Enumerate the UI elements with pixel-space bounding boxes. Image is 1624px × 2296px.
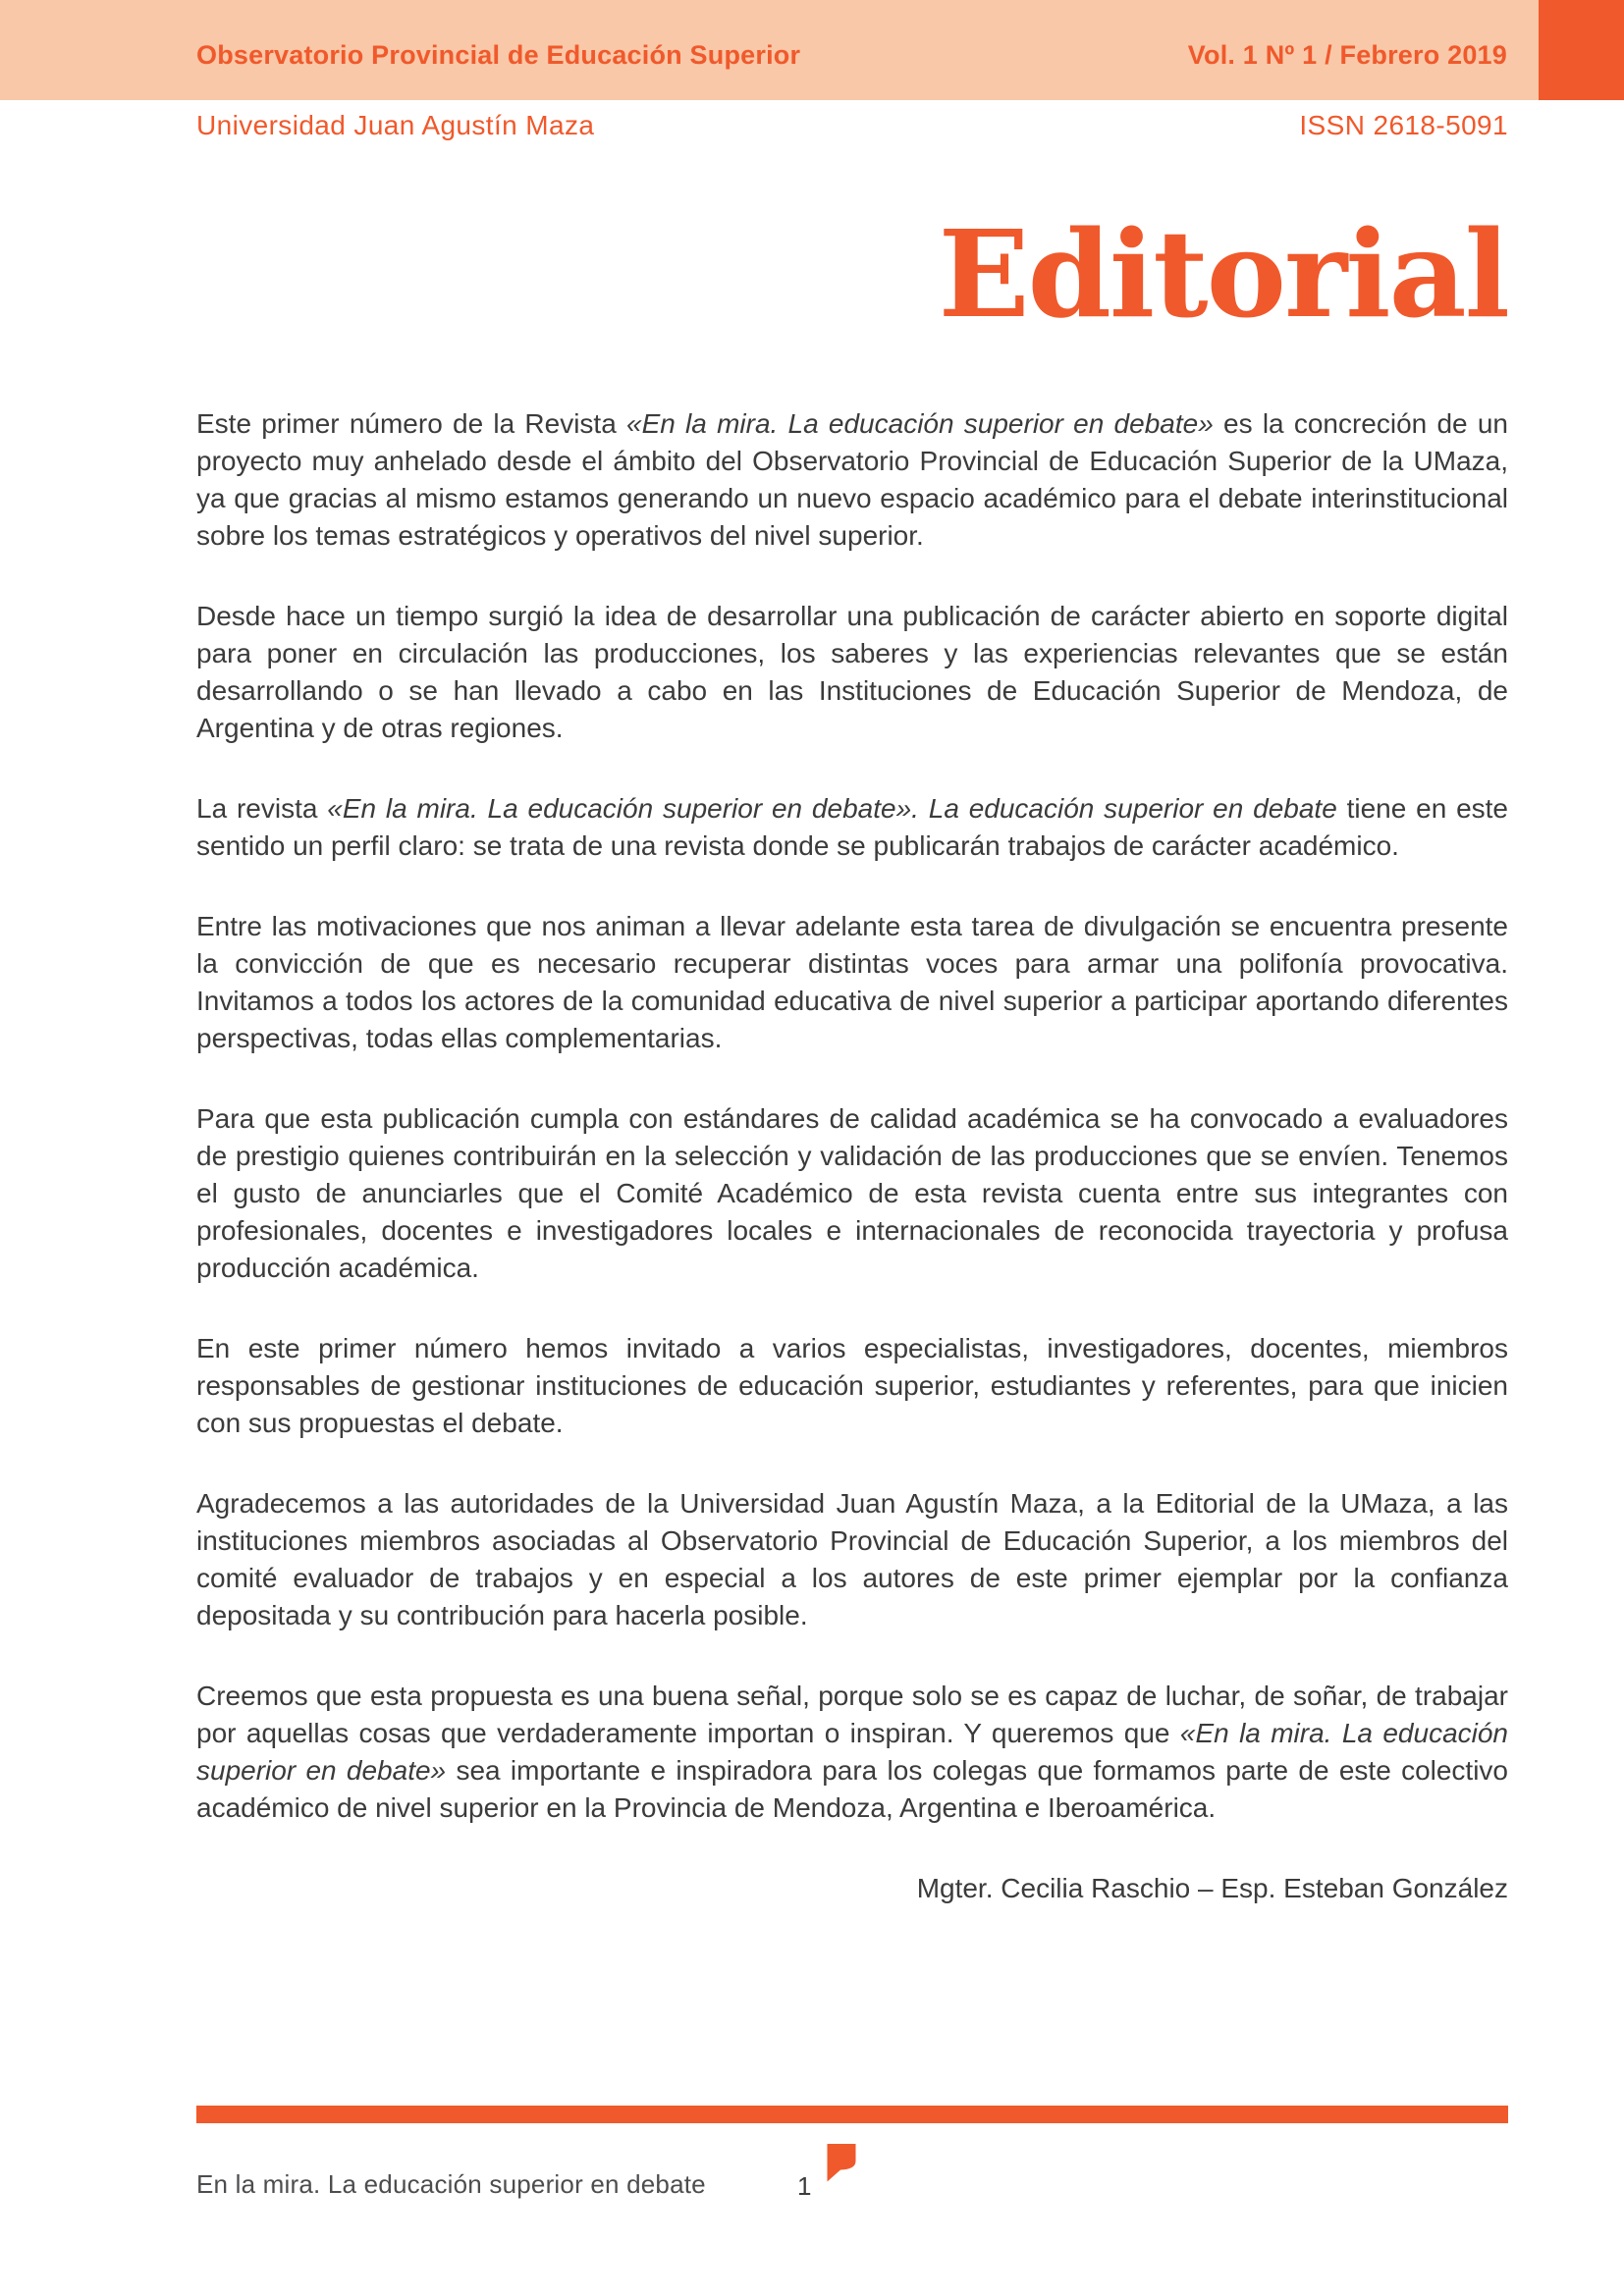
issn-label: ISSN 2618-5091	[1299, 110, 1508, 140]
university-label: Universidad Juan Agustín Maza	[196, 110, 595, 140]
paragraph: Agradecemos a las autoridades de la Universidad Juan Agustín Maza, a la Editorial de la UMaza, a las instituciones miembros asociadas al Observatorio Provincial de Educación Superior, a los miembros del comité evaluador de trabajos y en especial a los autores de este primer ejemplar por la confianza depositada y su contribución para hacerla posible.	[196, 1488, 1508, 1630]
paragraph: La revista «En la mira. La educación superior en debate». La educación superior en debate tiene en este sentido un perfil claro: se trata de una revista donde se publicarán trabajos de carácter académico.	[196, 793, 1509, 861]
header-title-left: Observatorio Provincial de Educación Superior	[196, 39, 801, 70]
paragraph: Creemos que esta propuesta es una buena señal, porque solo se es capaz de luchar, de soñar, de trabajar por aquellas cosas que verdaderamente importan o inspiran. Y queremos que «En la mira. La educación superior en debate» sea importante e inspiradora para los colegas que formamos parte de este colectivo académico de nivel superior en la Provincia de Mendoza, Argentina e Iberoamérica.	[196, 1681, 1509, 1823]
signature-line: Mgter. Cecilia Raschio – Esp. Esteban González	[916, 1873, 1508, 1903]
editorial-body	[196, 405, 1508, 1950]
subheader-row	[196, 110, 1508, 141]
flag-icon	[827, 2144, 856, 2182]
corner-accent-square	[1539, 0, 1624, 100]
header-title-right: Vol. 1 Nº 1 / Febrero 2019	[1187, 39, 1507, 70]
paragraph: Desde hace un tiempo surgió la idea de desarrollar una publicación de carácter abierto en soporte digital para poner en circulación las producciones, los saberes y las experiencias relevantes que se están desarrollando o se han llevado a cabo en las Instituciones de Educación Superior de Mendoza, de Argentina y de otras regiones.	[196, 601, 1508, 743]
page-title: Editorial	[938, 203, 1508, 345]
paragraph: Para que esta publicación cumpla con estándares de calidad académica se ha convocado a evaluadores de prestigio quienes contribuirán en la selección y validación de las producciones que se envíen. Tenemos el gusto de anunciarles que el Comité Académico de esta revista cuenta entre sus integrantes con profesionales, docentes e investigadores locales e internacionales de reconocida trayectoria y profusa producción académica.	[196, 1103, 1508, 1283]
header-band	[0, 0, 1539, 100]
paragraph: Este primer número de la Revista «En la mira. La educación superior en debate» es la concreción de un proyecto muy anhelado desde el ámbito del Observatorio Provincial de Educación Superior de la UMaza, ya que gracias al mismo estamos generando un nuevo espacio académico para el debate interinstitucional sobre los temas estratégicos y operativos del nivel superior.	[196, 408, 1508, 551]
footer-journal-name: En la mira. La educación superior en debate	[196, 2169, 706, 2199]
footer-rule	[196, 2106, 1508, 2123]
paragraph: Entre las motivaciones que nos animan a llevar adelante esta tarea de divulgación se encuentra presente la convicción de que es necesario recuperar distintas voces para armar una polifonía provocativa. Invitamos a todos los actores de la comunidad educativa de nivel superior a participar aportando diferentes perspectivas, todas ellas complementarias.	[196, 911, 1508, 1053]
paragraph: En este primer número hemos invitado a varios especialistas, investigadores, docentes, miembros responsables de gestionar instituciones de educación superior, estudiantes y referentes, para que inicien con sus propuestas el debate.	[196, 1333, 1508, 1438]
page-number: 1	[797, 2171, 812, 2201]
